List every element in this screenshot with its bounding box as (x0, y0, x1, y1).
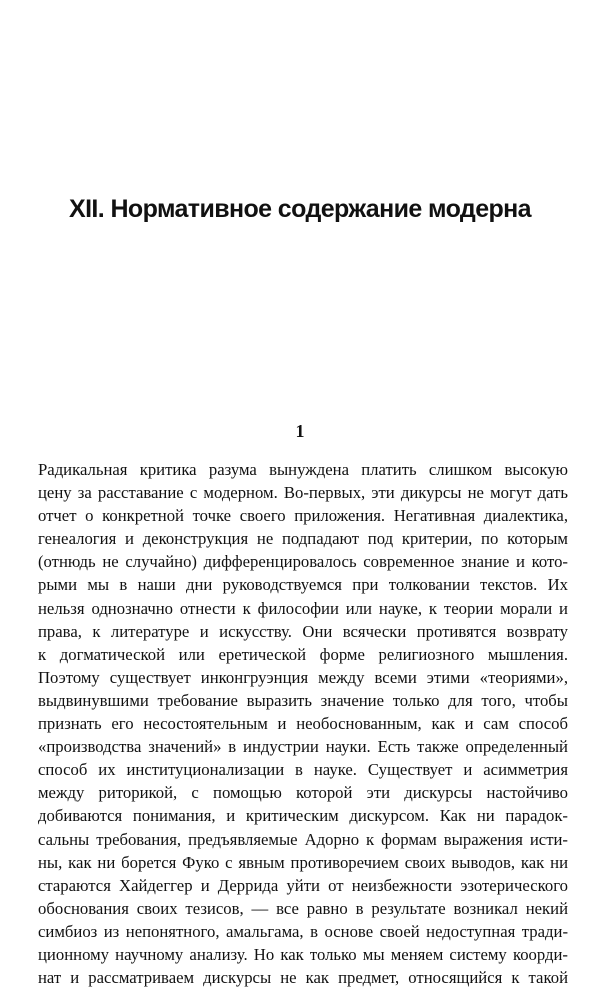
text-line: отчет о конкретной точке своего приложения. Негативная диалектика, (38, 506, 568, 526)
section-number: 1 (295, 421, 305, 441)
text-line: добиваются понимания, и критическим дискурсом. Как ни парадок- (38, 806, 568, 826)
text-line: Поэтому существует инконгруэнция между всеми этими «теориями», (38, 667, 568, 687)
text-line: «производства значений» в индустрии науки. Есть также определенный (38, 737, 568, 757)
text-line: ционному научному анализу. Но как только мы меняем систему коорди- (38, 944, 568, 964)
text-line: между риторикой, с помощью которой эти дискурсы настойчиво (38, 783, 568, 803)
text-line: признать его несостоятельным и необоснованным, как и сам способ (38, 714, 568, 734)
text-line: обоснования своих тезисов, — все равно в результате возникал некий (38, 898, 568, 918)
text-line: выдвинувшими требование выразить значение только для того, чтобы (38, 690, 568, 710)
text-line: Радикальная критика разума вынуждена платить слишком высокую (38, 460, 568, 479)
text-line: цену за расставание с модерном. Во-первых, эти дикурсы не могут дать (38, 483, 568, 503)
text-line: нельзя однозначно отнести к философии или науке, к теории морали и (38, 598, 568, 618)
body-text (38, 458, 568, 989)
text-line: (отнюдь не случайно) дифференцировалось современное знание и кото- (38, 552, 568, 572)
text-line: нат и рассматриваем дискурсы не как предмет, относящийся к такой (38, 968, 568, 988)
text-line: сальны требования, предъявляемые Адорно к формам выражения исти- (38, 829, 568, 849)
text-line: рыми мы в наши дни руководствуемся при толковании текстов. Их (38, 575, 568, 595)
text-line: к догматической или еретической форме религиозного мышления. (38, 644, 568, 664)
text-line: права, к литературе и искусству. Они всячески противятся возврату (38, 621, 568, 641)
text-line: симбиоз из непонятного, амальгама, в основе своей недоступная тради- (38, 921, 568, 941)
text-line: стараются Хайдеггер и Деррида уйти от неизбежности эзотерического (38, 875, 568, 895)
text-line: ны, как ни борется Фуко с явным противоречием своих выводов, как ни (38, 852, 568, 872)
text-line: генеалогия и деконструкция не подпадают под критерии, по которым (38, 529, 568, 549)
text-line: способ их институционализации в науке. Существует и асимметрия (38, 760, 568, 780)
chapter-title: XII. Нормативное содержание модерна (69, 195, 531, 223)
